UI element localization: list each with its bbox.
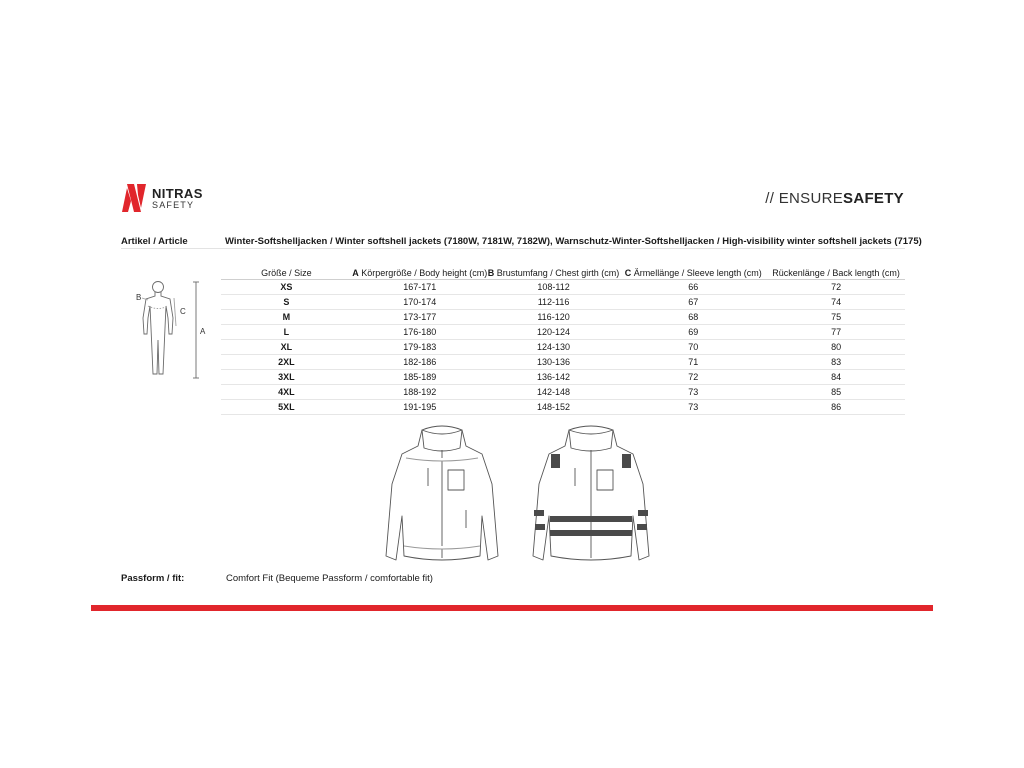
label-c: C xyxy=(180,307,186,316)
brand-sub: SAFETY xyxy=(152,200,195,210)
value-cell: 73 xyxy=(619,385,767,400)
value-cell: 85 xyxy=(767,385,905,400)
value-cell: 116-120 xyxy=(488,310,620,325)
slogan-strong: SAFETY xyxy=(843,190,904,207)
softshell-jacket-illustration xyxy=(382,424,502,569)
table-header-row xyxy=(221,266,905,280)
value-cell: 77 xyxy=(767,325,905,340)
table-row xyxy=(221,295,905,310)
header-chest-girth: B Brustumfang / Chest girth (cm) xyxy=(487,267,620,278)
size-cell: 5XL xyxy=(221,400,352,415)
nitras-logo-icon xyxy=(121,183,147,213)
table-row xyxy=(221,355,905,370)
value-cell: 188-192 xyxy=(352,385,488,400)
table-row xyxy=(221,340,905,355)
table-row xyxy=(221,385,905,400)
value-cell: 124-130 xyxy=(488,340,620,355)
value-cell: 179-183 xyxy=(352,340,488,355)
brand-name: NITRAS xyxy=(152,186,203,201)
size-cell: XS xyxy=(221,280,352,295)
slogan-prefix: // ENSURE xyxy=(765,190,844,207)
header-sleeve-length: C Ärmellänge / Sleeve length (cm) xyxy=(619,266,767,280)
header-back-length: Rückenlänge / Back length (cm) xyxy=(767,266,905,280)
value-cell: 86 xyxy=(767,400,905,415)
table-row xyxy=(221,280,905,295)
value-cell: 182-186 xyxy=(352,355,488,370)
value-cell: 130-136 xyxy=(488,355,620,370)
header-size: Größe / Size xyxy=(221,266,352,280)
value-cell: 176-180 xyxy=(352,325,488,340)
hi-vis-jacket-illustration xyxy=(525,424,657,569)
value-cell: 72 xyxy=(767,280,905,295)
table-row xyxy=(221,370,905,385)
size-table xyxy=(221,266,905,415)
value-cell: 80 xyxy=(767,340,905,355)
fit-label: Passform / fit: xyxy=(121,573,185,584)
body-measurement-figure xyxy=(130,278,210,382)
label-b: B xyxy=(136,293,142,302)
value-cell: 70 xyxy=(619,340,767,355)
value-cell: 68 xyxy=(619,310,767,325)
fit-value: Comfort Fit (Bequeme Passform / comfortable fit) xyxy=(226,573,433,584)
size-cell: 4XL xyxy=(221,385,352,400)
label-a: A xyxy=(200,327,206,336)
value-cell: 173-177 xyxy=(352,310,488,325)
table-row xyxy=(221,310,905,325)
table-row xyxy=(221,400,905,415)
value-cell: 84 xyxy=(767,370,905,385)
value-cell: 191-195 xyxy=(352,400,488,415)
value-cell: 71 xyxy=(619,355,767,370)
value-cell: 83 xyxy=(767,355,905,370)
value-cell: 185-189 xyxy=(352,370,488,385)
size-cell: 2XL xyxy=(221,355,352,370)
value-cell: 148-152 xyxy=(488,400,620,415)
value-cell: 136-142 xyxy=(488,370,620,385)
value-cell: 66 xyxy=(619,280,767,295)
divider xyxy=(121,248,905,249)
header-body-height: A Körpergröße / Body height (cm) xyxy=(352,267,488,278)
table-row xyxy=(221,325,905,340)
value-cell: 142-148 xyxy=(488,385,620,400)
footer-accent-bar xyxy=(91,605,933,611)
value-cell: 167-171 xyxy=(352,280,488,295)
value-cell: 67 xyxy=(619,295,767,310)
value-cell: 170-174 xyxy=(352,295,488,310)
article-value: Winter-Softshelljacken / Winter softshell jackets (7180W, 7181W, 7182W), Warnschutz-Winter-Softshelljacken / High-visibility winter softshell jackets (7175) xyxy=(225,236,922,247)
size-cell: XL xyxy=(221,340,352,355)
value-cell: 69 xyxy=(619,325,767,340)
value-cell: 112-116 xyxy=(488,295,620,310)
value-cell: 108-112 xyxy=(488,280,620,295)
value-cell: 72 xyxy=(619,370,767,385)
value-cell: 74 xyxy=(767,295,905,310)
size-cell: L xyxy=(221,325,352,340)
slogan xyxy=(765,190,904,207)
value-cell: 120-124 xyxy=(488,325,620,340)
value-cell: 75 xyxy=(767,310,905,325)
brand-logo xyxy=(121,183,241,213)
size-cell: M xyxy=(221,310,352,325)
size-cell: 3XL xyxy=(221,370,352,385)
size-cell: S xyxy=(221,295,352,310)
value-cell: 73 xyxy=(619,400,767,415)
article-label: Artikel / Article xyxy=(121,236,188,247)
